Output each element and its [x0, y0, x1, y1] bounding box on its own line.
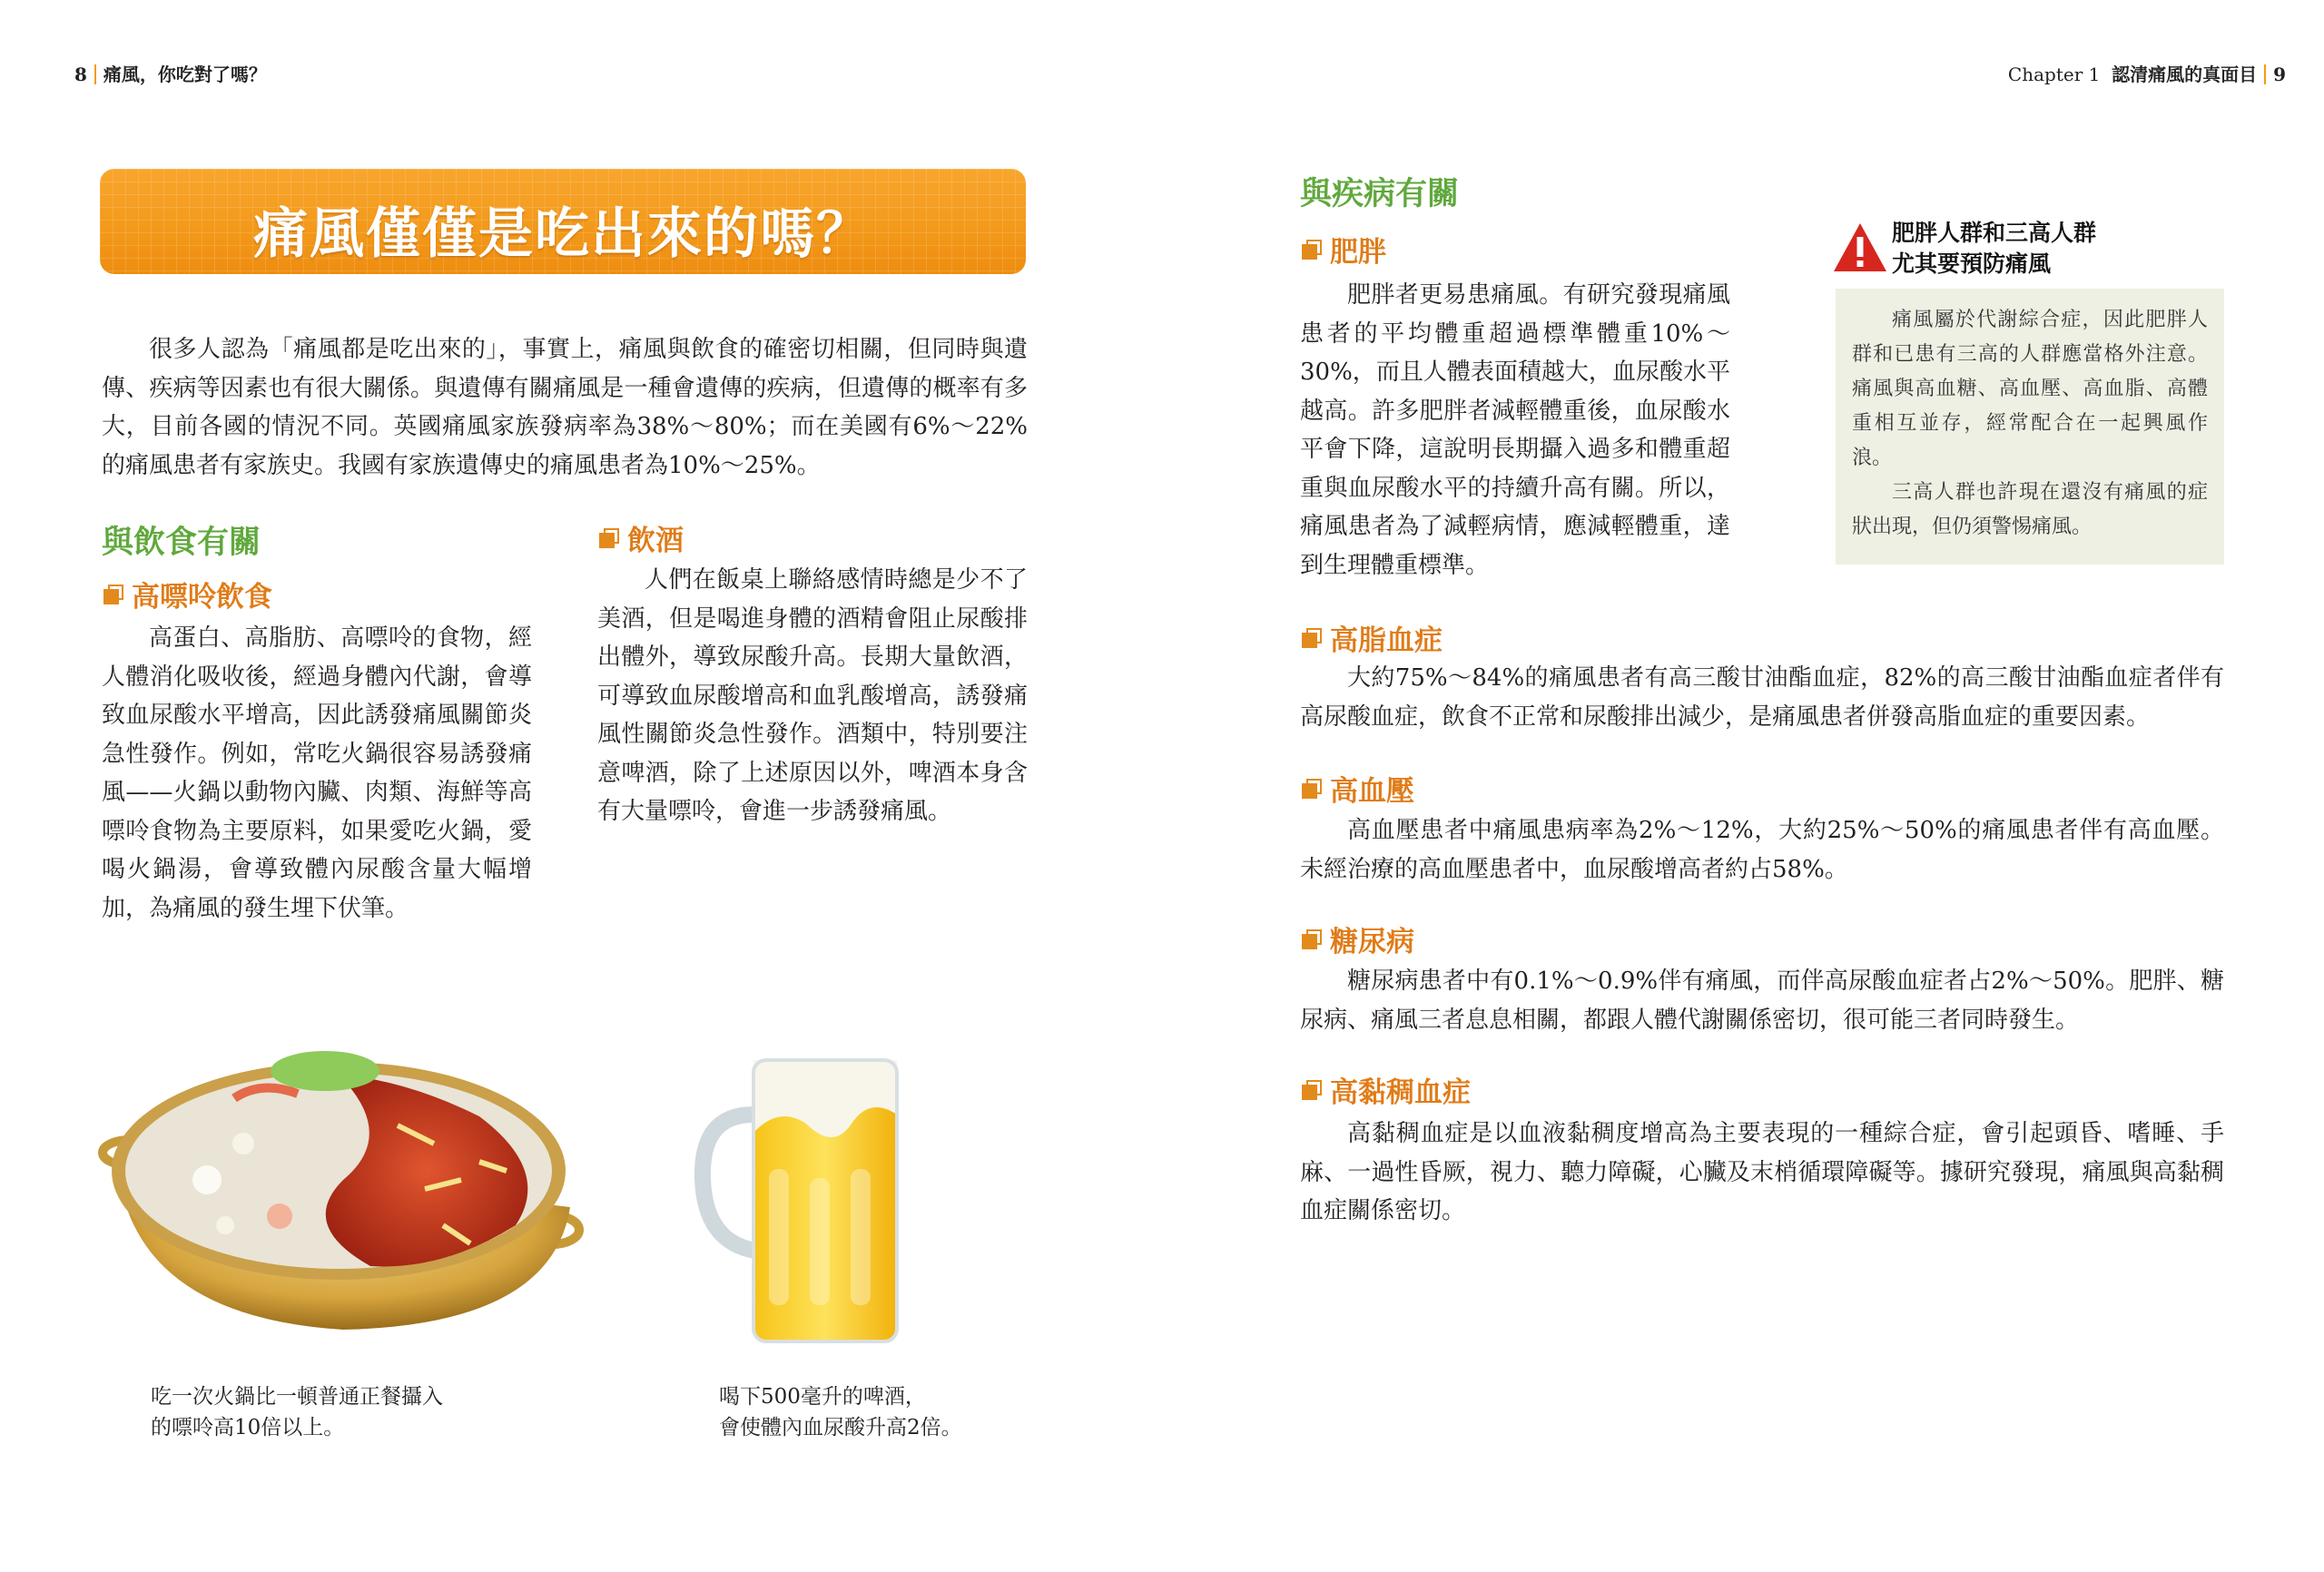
square-bullet-icon: [1302, 783, 1317, 799]
subheading-lipid: [1302, 617, 1443, 658]
warning-title-line: 肥胖人群和三高人群: [1892, 220, 2097, 246]
viscosity-text: 高黏稠血症是以血液黏稠度增高為主要表現的一種綜合症，會引起頭昏、嗜睡、手麻、一過性昏厥，視力、聽力障礙，心臟及末梢循環障礙等。據研究發現，痛風與高黏稠血症關係密切。: [1300, 1120, 2224, 1224]
warning-title: [1892, 218, 2096, 280]
bp-paragraph: [1300, 811, 2224, 889]
caption-line: 會使體內血尿酸升高2倍。: [719, 1416, 962, 1439]
diabetes-paragraph: [1300, 962, 2224, 1039]
square-bullet-icon: [1302, 244, 1317, 260]
subheading-label: 高脂血症: [1330, 624, 1443, 657]
subheading-bp: [1302, 768, 1414, 809]
subheading-label: 高黏稠血症: [1330, 1076, 1471, 1109]
viscosity-paragraph: [1300, 1115, 2224, 1231]
running-head-right: [2008, 60, 2286, 86]
chapter-label: Chapter 1: [2007, 64, 2101, 85]
bp-text: 高血壓患者中痛風患病率為2%～12%，大約25%～50%的痛風患者伴有高血壓。未經治療的高血壓患者中，血尿酸增高者約占58%。: [1300, 817, 2224, 883]
caption-line: 吃一次火鍋比一頓普通正餐攝入: [151, 1385, 443, 1409]
hotpot-caption: [151, 1381, 568, 1443]
purine-text: 高蛋白、高脂肪、高嘌呤的食物，經人體消化吸收後，經過身體內代謝，會導致血尿酸水平增高，因此誘發痛風關節炎急性發作。例如，常吃火鍋很容易誘發痛風——火鍋以動物內臟、肉類、海鮮等高嘌呤食物為主要原料，如果愛吃火鍋，愛喝火鍋湯，會導致體內尿酸含量大幅增加，為痛風的發生埋下伏筆。: [102, 624, 532, 922]
obesity-paragraph: [1300, 276, 1730, 585]
subheading-label: 肥胖: [1330, 236, 1386, 269]
beer-mug-image: [683, 1024, 919, 1352]
subheading-alcohol: [599, 517, 684, 558]
subheading-label: 飲酒: [627, 525, 684, 557]
subheading-label: 糖尿病: [1330, 926, 1414, 958]
intro-text: 很多人認為「痛風都是吃出來的」，事實上，痛風與飲食的確密切相關，但同時與遺傳、疾病等因素也有很大關係。與遺傳有關痛風是一種會遺傳的疾病，但遺傳的概率有多大，目前各國的情況不同。英國痛風家族發病率為38%～80%；而在美國有6%～22%的痛風患者有家族史。我國有家族遺傳史的痛風患者為10%～25%。: [102, 336, 1028, 479]
warning-paragraph: 三高人群也許現在還沒有痛風的症狀出現，但仍須警惕痛風。: [1852, 481, 2208, 538]
page-number-right: 9: [2273, 64, 2286, 85]
warning-sidebar: [1836, 289, 2224, 565]
warning-title-line: 尤其要預防痛風: [1892, 251, 2052, 277]
diabetes-text: 糖尿病患者中有0.1%～0.9%伴有痛風，而伴高尿酸血症者占2%～50%。肥胖、糖尿病、痛風三者息息相關，都跟人體代謝關係密切，很可能三者同時發生。: [1300, 968, 2224, 1034]
purine-paragraph: [102, 619, 532, 928]
running-head-left: [74, 60, 267, 86]
subheading-label: 高血壓: [1330, 775, 1414, 808]
caption-line: 的嘌呤高10倍以上。: [151, 1416, 345, 1439]
hotpot-image: [98, 1044, 588, 1343]
section-heading-disease: 與疾病有關: [1300, 176, 1460, 212]
header-divider: [2264, 64, 2266, 84]
lipid-paragraph: [1300, 659, 2224, 736]
alcohol-text: 人們在飯桌上聯絡感情時總是少不了美酒，但是喝進身體的酒精會阻止尿酸排出體外，導致尿酸升高。長期大量飲酒，可導致血尿酸增高和血乳酸增高，誘發痛風性關節炎急性發作。酒類中，特別要注意啤酒，除了上述原因以外，啤酒本身含有大量嘌呤，會進一步誘發痛風。: [597, 566, 1028, 825]
section-heading-diet: 與飲食有關: [102, 525, 261, 561]
warning-icon: [1832, 221, 1888, 274]
subheading-viscosity: [1302, 1069, 1471, 1110]
warning-paragraph: 痛風屬於代謝綜合症，因此肥胖人群和已患有三高的人群應當格外注意。痛風與高血糖、高血壓、高血脂、高體重相互並存，經常配合在一起興風作浪。: [1852, 309, 2208, 469]
subheading-purine: [103, 574, 272, 614]
page-title: 痛風僅僅是吃出來的嗎？: [253, 202, 872, 266]
title-banner: [100, 169, 1026, 274]
square-bullet-icon: [599, 533, 615, 548]
beer-caption: [719, 1381, 1046, 1443]
alcohol-paragraph: [597, 561, 1028, 831]
caption-line: 喝下500毫升的啤酒，: [719, 1385, 926, 1409]
lipid-text: 大約75%～84%的痛風患者有高三酸甘油酯血症，82%的高三酸甘油酯血症者伴有高尿酸血症，飲食不正常和尿酸排出減少，是痛風患者併發高脂血症的重要因素。: [1300, 664, 2224, 731]
square-bullet-icon: [1302, 934, 1317, 949]
obesity-text: 肥胖者更易患痛風。有研究發現痛風患者的平均體重超過標準體重10%～30%，而且人體表面積越大，血尿酸水平越高。許多肥胖者減輕體重後，血尿酸水平會下降，這說明長期攝入過多和體重超重與血尿酸水平的持續升高有關。所以，痛風患者為了減輕病情，應減輕體重，達到生理體重標準。: [1300, 281, 1730, 579]
subheading-diabetes: [1302, 919, 1414, 959]
subheading-label: 高嘌呤飲食: [132, 581, 272, 614]
page-number-left: 8: [74, 64, 87, 85]
book-title: 痛風，你吃對了嗎？: [103, 64, 267, 85]
intro-paragraph: [102, 330, 1028, 485]
square-bullet-icon: [1302, 1085, 1317, 1100]
square-bullet-icon: [103, 589, 119, 604]
square-bullet-icon: [1302, 633, 1317, 648]
chapter-title: 認清痛風的真面目: [2112, 64, 2258, 85]
subheading-obesity: [1302, 229, 1386, 270]
header-divider: [94, 64, 96, 84]
